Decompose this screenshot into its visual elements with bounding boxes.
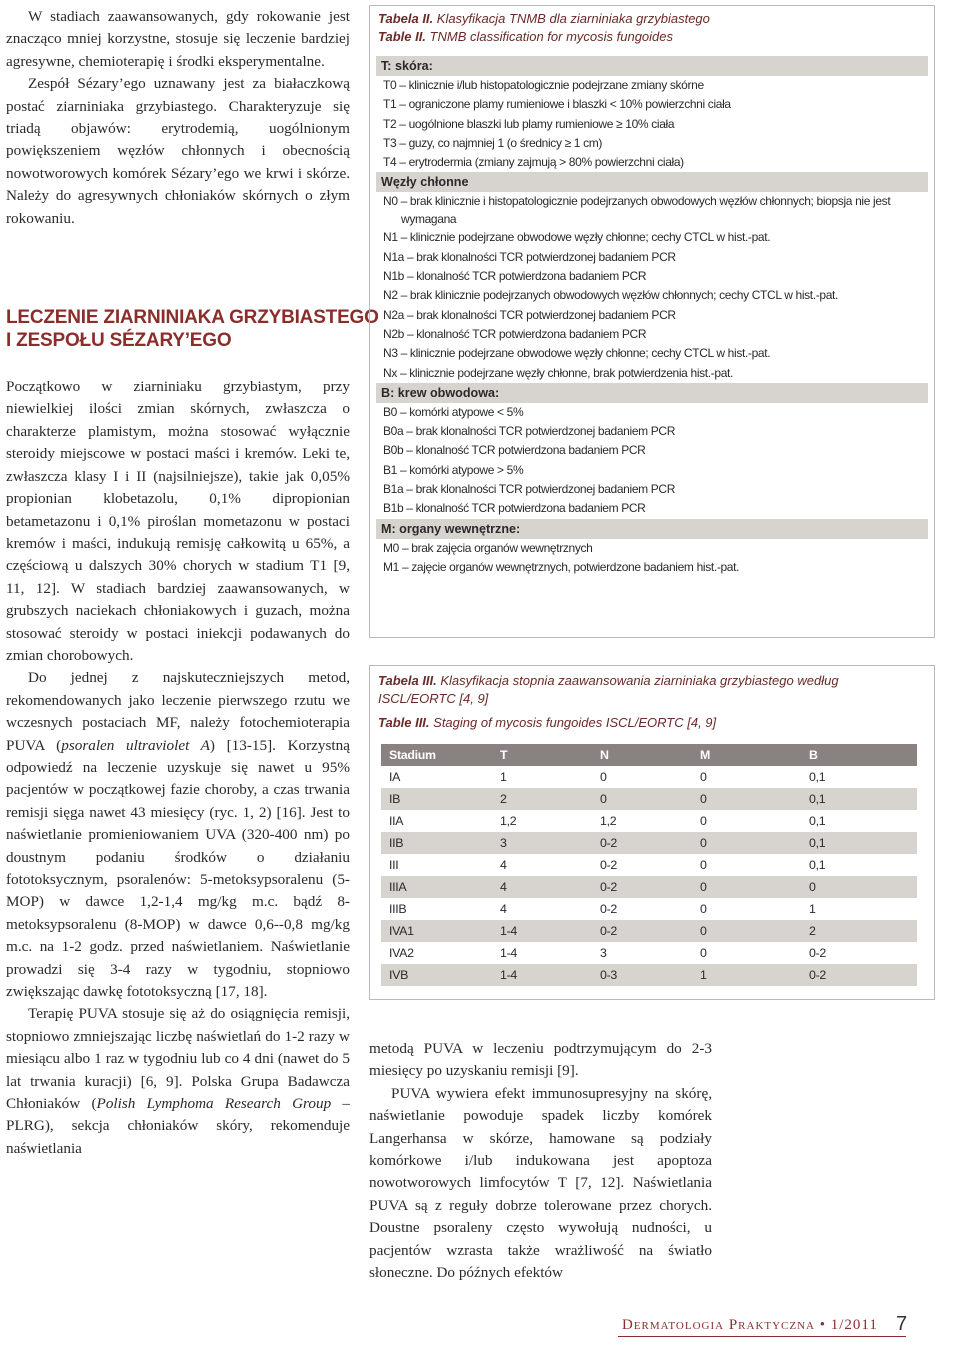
body-paragraph: metodą PUVA w leczeniu podtrzymującym do 2-3 miesięcy po uzyskaniu remisji [9].	[369, 1040, 712, 1080]
table-cell: 0	[700, 814, 707, 828]
table-cell: 1-4	[492, 964, 592, 986]
table-cell: IVA1	[381, 920, 492, 942]
table-cell: 4	[500, 902, 507, 916]
table-row	[381, 942, 917, 964]
table-row: B0 – komórki atypowe < 5%	[383, 404, 524, 419]
table-caption: Tabela III. Klasyfikacja stopnia zaawansowania ziarniniaka grzybiastego według ISCL/EORTC [4, 9] Table III. Staging of mycosis fungoides ISCL/EORTC [4, 9]	[378, 673, 839, 730]
staging-table	[381, 744, 917, 986]
table-cell: 0-3	[592, 964, 692, 986]
table-cell: 0	[600, 770, 607, 784]
body-paragraph: W stadiach zaawansowanych, gdy rokowanie jest znacząco mniej korzystne, stosuje się leczenie bardziej agresywne, chemioterapię i środki eksperymentalne.	[6, 8, 350, 70]
section-heading-line: I ZESPOŁU SÉZARY’EGO	[6, 330, 232, 352]
table-row: Nx – klinicznie podejrzane węzły chłonne, brak potwierdzenia hist.-pat.	[383, 365, 734, 380]
body-paragraph: Terapię PUVA stosuje się aż do osiągnięcia remisji, stopniowo zmniejszając liczbę naświetlań do 1-2 razy w miesiącu albo 1 raz w tygodniu lub co 4 dni (nawet do 5 lat trwania kuracji) [6, 9]. Polska Grupa Badawcza Chłoniaków (Polish Lymphoma Research Group – PLRG), sekcja chłoniaków skóry, rekomenduje naświetlania	[6, 1005, 351, 1157]
table-row	[381, 876, 917, 898]
table-cell: IIA	[389, 814, 404, 828]
table-row: N3 – klinicznie podejrzane obwodowe węzły chłonne; cechy CTCL w hist.-pat.	[383, 346, 771, 361]
table-cell: 0	[700, 770, 707, 784]
table-cell: 1	[692, 964, 801, 986]
table-cell: 0-2	[600, 902, 618, 916]
table-cell: 1,2	[600, 814, 617, 828]
table-cell: IVA2	[389, 946, 414, 960]
table-body	[378, 56, 926, 577]
table-row: M1 – zajęcie organów wewnętrznych, potwierdzone badaniem hist.-pat.	[383, 559, 740, 574]
table-row	[381, 810, 917, 832]
table-caption: Tabela II. Klasyfikacja TNMB dla ziarniniaka grzybiastego Table II. TNMB classification for mycosis fungoides	[378, 11, 710, 44]
journal-name: Dermatologia Praktyczna • 1/2011	[622, 1317, 878, 1333]
table-cell: 0-2	[592, 920, 692, 942]
footer-rule	[618, 1336, 906, 1337]
table-row: N0 – brak klinicznie i histopatologicznie podejrzanych obwodowych węzłów chłonnych; biopsja nie jest wymagana	[383, 194, 891, 227]
table-cell: 0-2	[592, 876, 692, 898]
body-paragraph: PUVA wywiera efekt immunosupresyjny na skórę, naświetlanie powoduje spadek liczby komórek Langerhansa w skórze, hamowane są podziały komórkowe i/lub indukowana jest apoptoza nowotworowych limfocytów T [7, 12]. Naświetlania PUVA są z reguły dobrze tolerowane przez chorych. Doustne psoraleny często wywołują nudności, u pacjentów wzrasta także wrażliwość na światło słoneczne. Do późnych efektów	[369, 1084, 712, 1282]
table-cell: III	[389, 858, 399, 872]
table-section-title: T: skóra:	[376, 56, 928, 76]
table-row: N2b – klonalność TCR potwierdzona badaniem PCR	[383, 326, 647, 341]
table-row: T2 – uogólnione blaszki lub plamy rumieniowe ≥ 10% ciała	[383, 116, 675, 131]
table-cell: IIIA	[381, 876, 492, 898]
table-row: N1 – klinicznie podejrzane obwodowe węzły chłonne; cechy CTCL w hist.-pat.	[383, 230, 771, 245]
table-row: N1b – klonalność TCR potwierdzona badaniem PCR	[383, 269, 647, 284]
table-cell: 0,1	[809, 814, 826, 828]
table-section-title: Węzły chłonne	[376, 172, 928, 192]
table-cell: 1	[809, 902, 816, 916]
column-header: M	[692, 744, 801, 766]
table-row	[381, 854, 917, 876]
table-cell: IVB	[381, 964, 492, 986]
table-cell: 0	[700, 902, 707, 916]
table-cell: 0	[700, 946, 707, 960]
table-section-title: B: krew obwodowa:	[376, 383, 928, 403]
table-staging	[369, 665, 935, 1000]
table-cell: 1,2	[500, 814, 517, 828]
table-cell: 1	[500, 770, 507, 784]
body-paragraph: Zespół Sézary’ego uznawany jest za białaczkową postać ziarniniaka grzybiastego. Charakteryzuje się triadą objawów: erytrodemią, uogólnionym powiększeniem węzłów chłonnych i obecnością nowotworowych komórek Sézary’ego we krwi i skórze. Należy do agresywnych chłoniaków skórnych o złym rokowaniu.	[6, 75, 350, 227]
column-header: B	[801, 744, 917, 766]
table-tnmb-classification	[369, 5, 935, 638]
table-cell: 0	[700, 858, 707, 872]
table-row: M0 – brak zajęcia organów wewnętrznych	[383, 540, 593, 555]
table-cell: 3	[492, 832, 592, 854]
table-row: B0b – klonalność TCR potwierdzona badaniem PCR	[383, 443, 646, 458]
table-cell: 0	[692, 788, 801, 810]
table-row	[381, 788, 917, 810]
table-row	[381, 920, 917, 942]
table-row: N2 – brak klinicznie podejrzanych obwodowych węzłów chłonnych; cechy CTCL w hist.-pat.	[383, 288, 839, 303]
table-cell: IA	[389, 770, 401, 784]
table-row: T0 – klinicznie i/lub histopatologicznie podejrzane zmiany skórne	[383, 78, 704, 92]
table-row: N2a – brak klonalności TCR potwierdzonej badaniem PCR	[383, 307, 676, 322]
column-header: T	[492, 744, 592, 766]
table-cell: 0	[692, 832, 801, 854]
section-heading-line: LECZENIE ZIARNINIAKA GRZYBIASTEGO	[6, 307, 379, 329]
table-row: B1 – komórki atypowe > 5%	[383, 462, 524, 477]
table-cell: 0	[592, 788, 692, 810]
table-cell: 0,1	[801, 788, 917, 810]
table-row	[381, 832, 917, 854]
table-row	[381, 964, 917, 986]
body-paragraph: Do jednej z najskuteczniejszych metod, rekomendowanych jako leczenie pierwszego rzutu we wczesnych postaciach MF, należy fotochemioterapia PUVA (psoralen ultraviolet A) [13-15]. Korzystną odpowiedź na leczenie uzyskuje się nawet u 95% pacjentów w początkowej fazie choroby, a czas trwania remisji sięga nawet 43 miesięcy (ryc. 1, 2) [16]. Jest to naświetlanie promieniowaniem UVA (320-400 nm) po doustnym podaniu środków o działaniu fototoksycznym, psoralenów: 5-metoksypsoralenu (5-MOP) w dawce 1,2-1,4 mg/kg m.c. bądź 8-metoksypsoralenu (8-MOP) w dawce 0,6--0,8 mg/kg m.c. na 1-2 godz. przed naświetlaniem. Naświetlanie prowadzi się 3-4 razy w tygodniu, stopniowo zwiększając dawkę fototoksyczną [17, 18].	[6, 669, 350, 1001]
right-column	[369, 1038, 712, 1284]
column-header: Stadium	[381, 744, 492, 766]
table-cell: 4	[500, 858, 507, 872]
table-row	[381, 766, 917, 788]
section-heading	[6, 306, 379, 352]
table-section-title: M: organy wewnętrzne:	[376, 519, 928, 539]
column-header: N	[592, 744, 692, 766]
table-row: T1 – ograniczone plamy rumieniowe i blaszki < 10% powierzchni ciała	[383, 97, 731, 112]
left-column	[6, 6, 379, 1160]
table-cell: 0-2	[600, 858, 618, 872]
table-row: B1a – brak klonalności TCR potwierdzonej badaniem PCR	[383, 482, 676, 497]
page-number: 7	[896, 1313, 908, 1335]
table-row: B0a – brak klonalności TCR potwierdzonej badaniem PCR	[383, 424, 676, 439]
table-row: B1b – klonalność TCR potwierdzona badaniem PCR	[383, 501, 646, 516]
table-cell: IB	[381, 788, 492, 810]
table-cell: 0,1	[801, 832, 917, 854]
table-cell: 1-4	[492, 920, 592, 942]
body-paragraph: Początkowo w ziarniniaku grzybiastym, przy niewielkiej ilości zmian skórnych, zwłaszcza o charakterze plamistym, można stosować wyłącznie steroidy miejscowe w postaci maści i kremów. Leki te, zwłaszcza klasy I i II (najsilniejsze), takie jak 0,05% propionian klobetazolu, 0,1% dipropionian betametazonu i 0,1% piroślan mometazonu w postaci kremów i maści, indukują remisję całkowitą u 65%, a częściową u dalszych 30% chorych w stadium T1 [9, 11, 12]. W stadiach bardziej zaawansowanych, w grubszych naciekach chłoniakowych i guzach, można stosować steroidy w postaci iniekcji podawanych do zmian chorobowych.	[6, 378, 350, 664]
table-cell: 0,1	[809, 858, 826, 872]
table-cell: 3	[600, 946, 607, 960]
table-row: T4 – erytrodermia (zmiany zajmują > 80% powierzchni ciała)	[383, 155, 684, 170]
table-cell: 0	[801, 876, 917, 898]
table-cell: 0-2	[592, 832, 692, 854]
table-cell: 0,1	[809, 770, 826, 784]
table-cell: IIB	[381, 832, 492, 854]
table-cell: 0	[692, 876, 801, 898]
table-header-row	[381, 744, 917, 766]
table-cell: 1-4	[500, 946, 518, 960]
table-cell: 0	[692, 920, 801, 942]
table-cell: 2	[492, 788, 592, 810]
table-cell: IIIB	[389, 902, 407, 916]
table-row: T3 – guzy, co najmniej 1 (o średnicy ≥ 1 cm)	[383, 135, 603, 150]
table-cell: 4	[492, 876, 592, 898]
table-row	[381, 898, 917, 920]
table-cell: 0-2	[809, 946, 827, 960]
table-cell: 0-2	[801, 964, 917, 986]
table-row: N1a – brak klonalności TCR potwierdzonej badaniem PCR	[383, 249, 676, 264]
table-cell: 2	[801, 920, 917, 942]
